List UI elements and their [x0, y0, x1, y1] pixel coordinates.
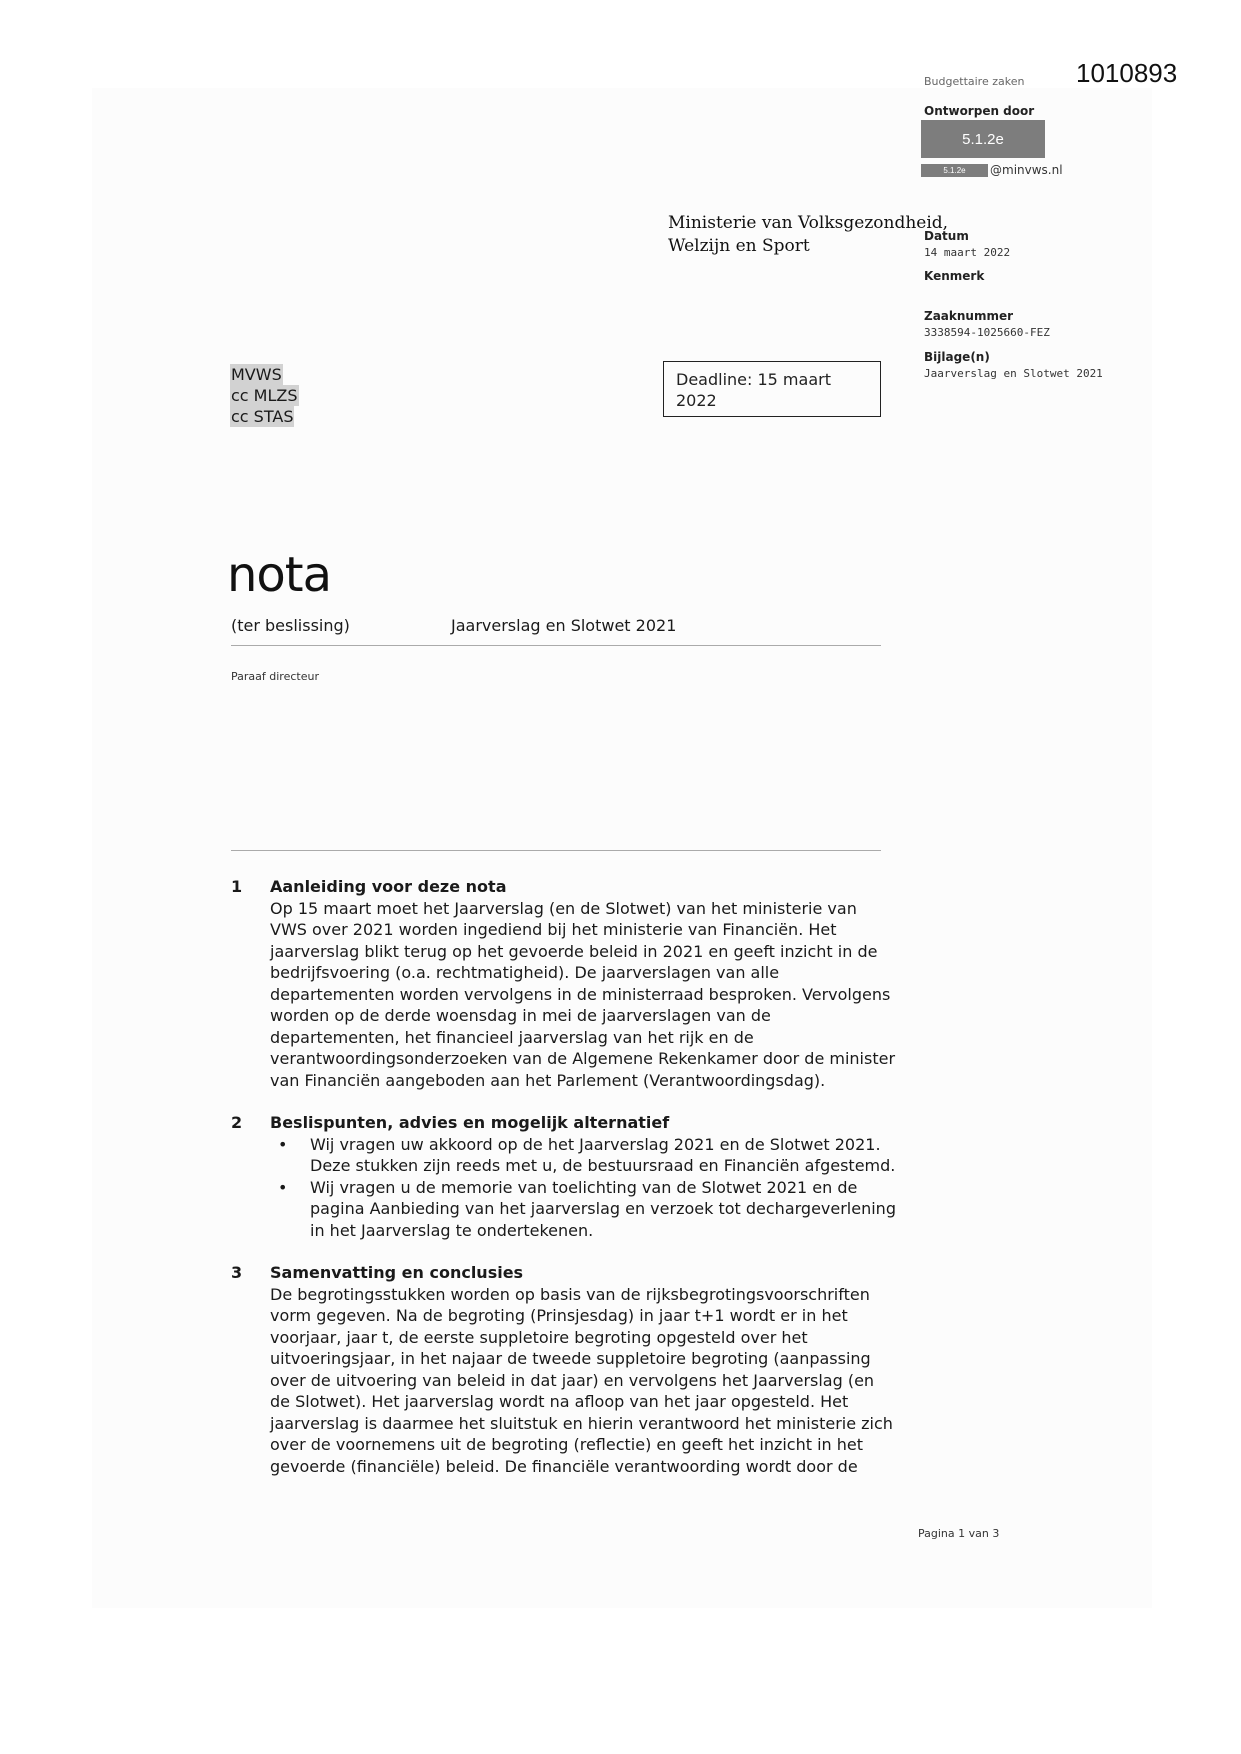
- document-number: 1010893: [1076, 58, 1178, 88]
- recipients: [230, 364, 299, 427]
- section-body: De begrotingsstukken worden op basis van de rijksbegrotingsvoorschriften vorm gegeven. Na de begroting (Prinsjesdag) in jaar t+1 wordt er in het voorjaar, jaar t, de eerste suppletoire begroting opgesteld over het uitvoeringsjaar, in het najaar de tweede suppletoire begroting (aanpassing over de uitvoering van beleid in dat jaar) en vervolgens het Jaarverslag (en de Slotwet). Het jaarverslag wordt na afloop van het jaar opgesteld. Het jaarverslag is daarmee het sluitstuk en hierin verantwoord het ministerie zich over de voornemens uit de begroting (reflectie) en geeft het inzicht in het gevoerde (financiële) beleid. De financiële verantwoording wordt door de: [270, 1284, 893, 1476]
- list-item: • Wij vragen u de memorie van toelichting van de Slotwet 2021 en de pagina Aanbieding van het jaarverslag en verzoek tot dechargeverlening in het Jaarverslag te ondertekenen.: [310, 1177, 911, 1242]
- cutoff-label: Budgettaire zaken: [924, 75, 1025, 88]
- date-label: Datum: [924, 229, 969, 243]
- section-heading: Samenvatting en conclusies: [270, 1263, 524, 1282]
- section-number: 1: [231, 877, 243, 896]
- redacted-name: 5.1.2e: [921, 120, 1045, 158]
- ministry-name: Ministerie van Volksgezondheid, Welzijn en Sport: [668, 213, 949, 256]
- section-body: Op 15 maart moet het Jaarverslag (en de Slotwet) van het ministerie van VWS over 2021 worden ingediend bij het ministerie van Financiën. Het jaarverslag blikt terug op het gevoerde beleid in 2021 en geeft inzicht in de bedrijfsvoering (o.a. rechtmatigheid). De jaarverslagen van alle departementen worden vervolgens in de ministerraad besproken. Vervolgens worden op de derde woensdag in mei de jaarverslagen van de departementen, het financieel jaarverslag van het rijk en de verantwoordingsonderzoeken van de Algemene Rekenkamer door de minister van Financiën aangeboden aan het Parlement (Verantwoordingsdag).: [270, 898, 896, 1090]
- section-1: [231, 876, 911, 1091]
- document-title: nota: [227, 547, 332, 603]
- list-item: • Wij vragen uw akkoord op de het Jaarverslag 2021 en de Slotwet 2021. Deze stukken zijn reeds met u, de bestuursraad en Financiën afgestemd.: [310, 1134, 911, 1177]
- case-value: 3338594-1025660-FEZ: [924, 326, 1050, 339]
- case-label: Zaaknummer: [924, 309, 1014, 323]
- reference-label: Kenmerk: [924, 269, 985, 283]
- divider: [231, 645, 881, 646]
- decision-list: [270, 1134, 911, 1242]
- recipient: MVWS: [231, 365, 282, 384]
- section-number: 3: [231, 1263, 243, 1282]
- paraaf-label: Paraaf directeur: [231, 670, 319, 683]
- recipient: cc MLZS: [231, 386, 298, 405]
- attachments-label: Bijlage(n): [924, 350, 990, 364]
- email-domain: @minvws.nl: [990, 163, 1063, 177]
- section-2: [231, 1112, 911, 1241]
- recipient: cc STAS: [231, 407, 294, 426]
- section-heading: Aanleiding voor deze nota: [270, 877, 507, 896]
- designed-by-label: Ontworpen door: [924, 104, 1035, 118]
- attachments-value: Jaarverslag en Slotwet 2021: [924, 367, 1103, 380]
- redacted-email-prefix: 5.1.2e: [921, 164, 988, 177]
- page-number: Pagina 1 van 3: [918, 1527, 1000, 1540]
- section-number: 2: [231, 1113, 243, 1132]
- date-value: 14 maart 2022: [924, 246, 1011, 259]
- document-type: (ter beslissing): [231, 616, 350, 635]
- section-heading: Beslispunten, advies en mogelijk alternatief: [270, 1113, 670, 1132]
- divider: [231, 850, 881, 851]
- document-subject: Jaarverslag en Slotwet 2021: [451, 616, 677, 635]
- deadline-box: Deadline: 15 maart 2022: [663, 361, 881, 417]
- section-3: [231, 1262, 911, 1477]
